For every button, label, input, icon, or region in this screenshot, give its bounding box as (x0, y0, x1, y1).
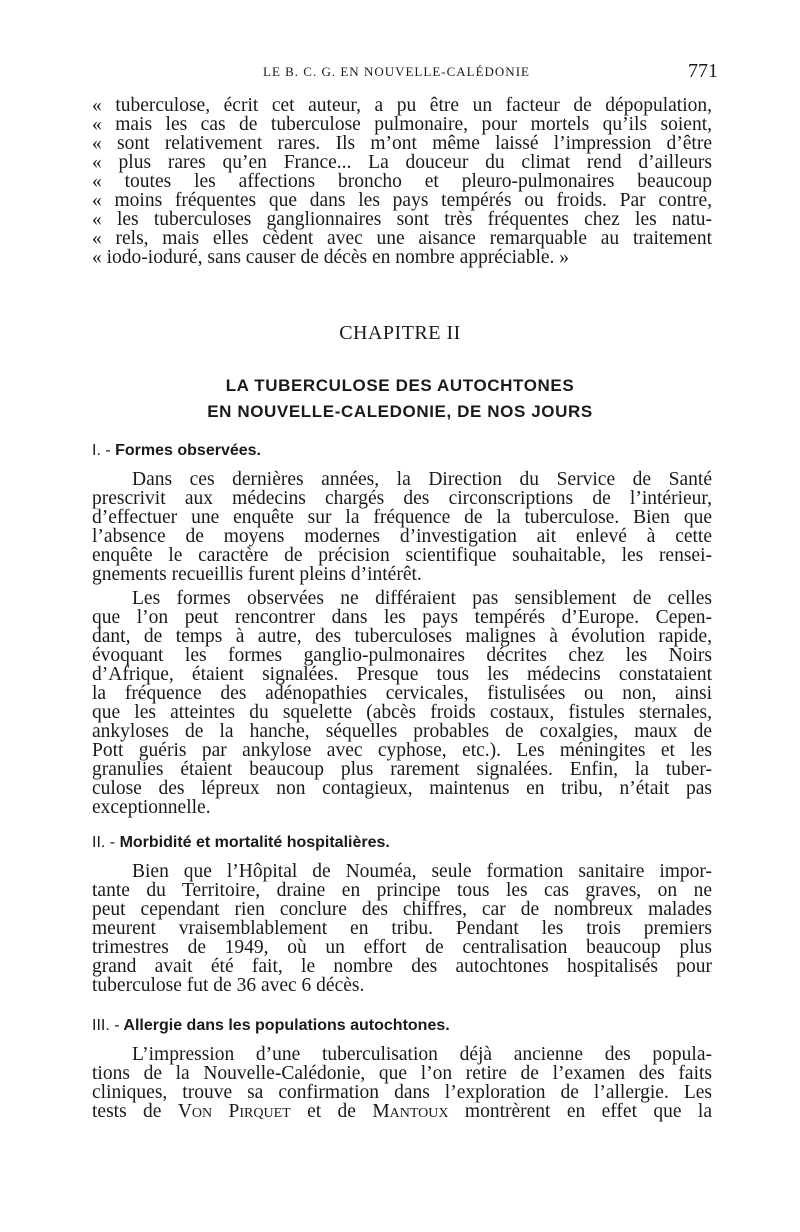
text-line: évoquant les formes ganglio-pulmonaires décrites chez les Noirs (92, 645, 712, 666)
text-line: tions de la Nouvelle-Calédonie, que l’on retire de l’examen des faits (92, 1063, 712, 1084)
quote-line: « toutes les affections broncho et pleuro-pulmonaires beaucoup (92, 171, 712, 192)
text-line: Dans ces dernières années, la Direction du Service de Santé (132, 469, 712, 490)
section-number: III. - (92, 1017, 120, 1034)
quote-line: « tuberculose, écrit cet auteur, a pu être un facteur de dépopulation, (92, 95, 712, 116)
text-line: la fréquence des adénopathies cervicales, fistulisées ou non, ainsi (92, 683, 712, 704)
text-line: L’impression d’une tuberculisation déjà ancienne des popula- (132, 1044, 712, 1065)
page-number: 771 (688, 60, 718, 82)
section-title: Morbidité et mortalité hospitalières. (119, 834, 390, 851)
text-line: prescrivit aux médecins chargés des circonscriptions de l’intérieur, (92, 488, 712, 509)
section-title: Formes observées. (115, 442, 261, 459)
text-line: meurent vraisemblablement en tribu. Pendant les trois premiers (92, 918, 712, 939)
section-title: Allergie dans les populations autochtones. (123, 1017, 450, 1034)
text-line: gnements recueillis furent pleins d’intérêt. (92, 564, 422, 585)
running-head (0, 60, 800, 84)
chapter-title: CHAPITRE II (339, 322, 461, 344)
text-line: ankyloses de la hanche, séquelles probables de coxalgies, maux de (92, 721, 712, 742)
text-line: peut cependant rien conclure des chiffres, car de nombreux malades (92, 899, 712, 920)
quote-line: « rels, mais elles cèdent avec une aisance remarquable au traitement (92, 228, 712, 249)
quote-line: « mais les cas de tuberculose pulmonaire, pour mortels qu’ils soient, (92, 114, 712, 135)
text-line: d’effectuer une enquête sur la fréquence de la tuberculose. Bien que (92, 507, 712, 528)
text-line: grand avait été fait, le nombre des autochtones hospitalisés pour (92, 956, 712, 977)
text-line: tuberculose fut de 36 avec 6 décès. (92, 975, 365, 996)
text-line: d’Afrique, étaient signalées. Presque tous les médecins constataient (92, 664, 712, 685)
author-name: Von Pirquet (177, 1101, 291, 1122)
text-line: Les formes observées ne différaient pas sensiblement de celles (132, 588, 712, 609)
section-number: I. - (92, 442, 111, 459)
text-line (92, 1102, 712, 1122)
text-line: exceptionnelle. (92, 797, 211, 818)
text-line: l’absence de moyens modernes d’investigation ait enlevé à cette (92, 526, 712, 547)
text-line: culose des lépreux non contagieux, maintenus en tribu, n’était pas (92, 778, 712, 799)
running-title: LE B. C. G. EN NOUVELLE-CALÉDONIE (263, 64, 530, 79)
text-line: tante du Territoire, draine en principe tous les cas graves, on ne (92, 880, 712, 901)
section-heading-3 (92, 1017, 450, 1035)
text-line: cliniques, trouve sa confirmation dans l’exploration de l’allergie. Les (92, 1082, 712, 1103)
text-line: que l’on peut rencontrer dans les pays tempérés d’Europe. Cepen- (92, 607, 712, 628)
text-line: dant, de temps à autre, des tuberculoses malignes à évolution rapide, (92, 626, 712, 647)
section-heading-2 (92, 834, 390, 852)
text-run: montrèrent en effet que la (448, 1101, 712, 1122)
text-run: tests de (92, 1101, 178, 1122)
section-number: II. - (92, 834, 116, 851)
chapter-heading-line-2: EN NOUVELLE-CALEDONIE, DE NOS JOURS (207, 402, 593, 421)
quote-line: « les tuberculoses ganglionnaires sont très fréquentes chez les natu- (92, 209, 712, 230)
text-line: enquête le caractère de précision scientifique souhaitable, les rensei- (92, 545, 712, 566)
quote-line: « iodo-ioduré, sans causer de décès en nombre appréciable. » (92, 247, 570, 268)
quote-line: « sont relativement rares. Ils m’ont même laissé l’impression d’être (92, 133, 712, 154)
text-line: Bien que l’Hôpital de Nouméa, seule formation sanitaire impor- (132, 861, 712, 882)
text-run: et de (290, 1101, 373, 1122)
text-line: Pott guéris par ankylose avec cyphose, etc.). Les méningites et les (92, 740, 712, 761)
quote-line: « plus rares qu’en France... La douceur du climat rend d’ailleurs (92, 152, 712, 173)
chapter-heading-line-1: LA TUBERCULOSE DES AUTOCHTONES (225, 376, 575, 395)
quote-line: « moins fréquentes que dans les pays tempérés ou froids. Par contre, (92, 190, 712, 211)
text-line: que les atteintes du squelette (abcès froids costaux, fistules sternales, (92, 702, 712, 723)
section-heading-1 (92, 442, 261, 460)
text-line: granulies étaient beaucoup plus rarement signalées. Enfin, la tuber- (92, 759, 712, 780)
text-line: trimestres de 1949, où un effort de centralisation beaucoup plus (92, 937, 712, 958)
author-name: Mantoux (372, 1101, 449, 1122)
